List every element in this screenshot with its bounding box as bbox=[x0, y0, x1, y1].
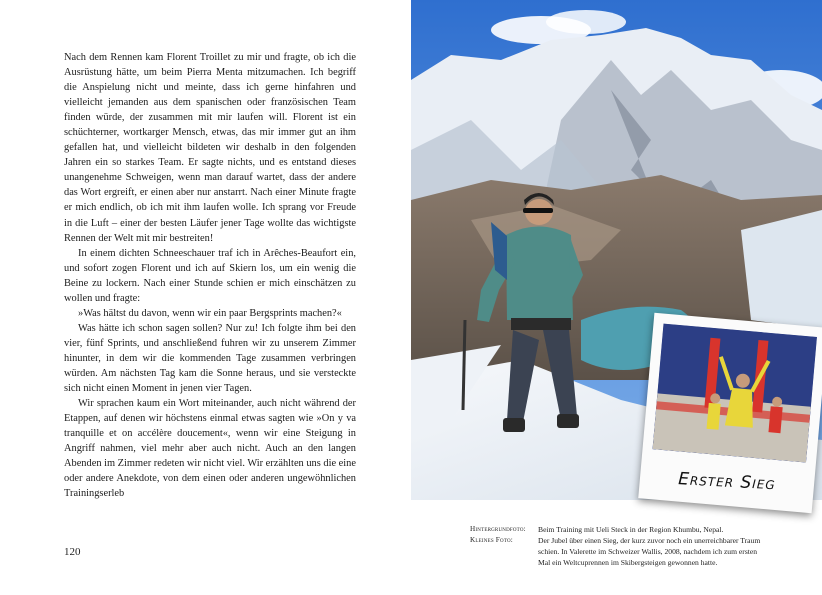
caption-row bbox=[470, 535, 810, 568]
caption-text: Beim Training mit Ueli Steck in der Region Khumbu, Nepal. bbox=[538, 525, 724, 534]
page-number: 120 bbox=[64, 546, 81, 558]
caption-text: Der Jubel über einen Sieg, der kurz zuvor noch ein unerreichbarer Traum schien. In Valerette im Schweizer Wallis, 2008, nachdem ich zum ersten Mal ein Weltcuprennen im Skibergsteigen gewonnen hatte. bbox=[538, 536, 761, 567]
polaroid-caption: Erster Sieg bbox=[677, 469, 777, 495]
body-text bbox=[64, 50, 356, 501]
photo-captions bbox=[470, 524, 810, 568]
caption-row bbox=[470, 524, 810, 535]
polaroid-photo bbox=[638, 313, 822, 513]
victory-photo bbox=[653, 324, 817, 463]
paragraph: Wir sprachen kaum ein Wort miteinander, auch nicht während der Etappen, auf denen wir höchstens einmal etwas sagten wie »On y va tranquille et on accélère doucement«, wenn wir eine Steigung in Angriff nahmen, viel mehr aber auch nicht. Auch an den langen Abenden im Zimmer redeten wir nicht viel. Wir erzählten uns die eine oder andere Anekdote, von dem einen oder anderen ungewöhnlichen Trainingserleb bbox=[64, 398, 356, 500]
paragraph: »Was hältst du davon, wenn wir ein paar Bergsprints machen?« bbox=[78, 307, 342, 319]
paragraph: Was hätte ich schon sagen sollen? Nur zu! Ich folgte ihm bei den vier, fünf Sprints, und anschließend fuhren wir zu unserem Zimmer hinunter, in dem wir die kommenden Tage zusammen verbringen würden. Am nächsten Tag kam die Sonne heraus, und sie versteckte sich nicht einen Moment in jenen vier Tagen. bbox=[64, 322, 356, 395]
right-page bbox=[411, 0, 822, 595]
paragraph: In einem dichten Schneeschauer traf ich in Arêches-Beaufort ein, und sofort zogen Florent und ich auf Skiern los, um ein wenig die Beine zu lockern. Nach einer Stunde schien er mich einschätzen zu wollen und fragte: bbox=[64, 247, 356, 304]
caption-label: Hintergrundfoto: bbox=[470, 525, 526, 533]
paragraph: Nach dem Rennen kam Florent Troillet zu mir und fragte, ob ich die Ausrüstung hätte, um beim Pierra Menta mitzumachen. Ich begriff die Anspielung nicht und meinte, dass ich gerne hinfahren und vielleicht jemanden aus dem spanischen oder französischen Team finden würde, der zusammen mit mir laufen will. Florent ist ein schüchterner, wortkarger Mensch, etwas, das mir immer gut an ihm gefallen hat, und vielleicht bildeten wir deshalb in den folgenden Jahren ein so starkes Team. Er sagte nichts, und es entstand dieses unangenehme Schweigen, wenn man darauf wartet, dass der andere das Wort ergreift, er einen aber nur anstarrt. Nach einer Minute fragte er mich endlich, ob ich mit ihm laufen wolle. Ich sprang vor Freude in die Luft – einer der besten Läufer jener Tage wollte das wichtigste Rennen der Welt mit mir bestreiten! bbox=[64, 52, 356, 244]
caption-label: Kleines Foto: bbox=[470, 536, 513, 544]
